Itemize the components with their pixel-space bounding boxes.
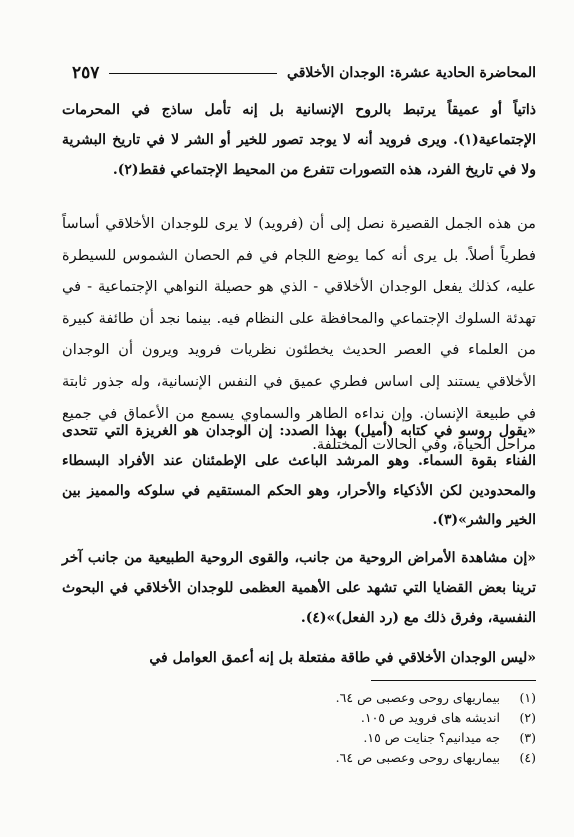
- footnote-number: (٤): [519, 750, 536, 765]
- footnote-number: (١): [519, 690, 536, 705]
- rousseau-quote: «يقول روسو في كتابه (أميل) بهذا الصدد: إن الوجدان هو الغريزة التي تتحدى الفناء بقوة السماء. وهو المرشد الباعث على الإطمئنان عند الأفراد البسطاء والمحدودين لكن الأذكياء والأحرار، وهو الحكم المستقيم في سلوكه والمميز بين الخير والشر»(٣).: [62, 423, 536, 529]
- page-header: [72, 60, 536, 86]
- quote-block: «ليس الوجدان الأخلاقي في طاقة مفتعلة بل إنه أعمق العوامل في: [149, 650, 536, 666]
- footnote-number: (٢): [519, 710, 536, 725]
- header-rule: [109, 73, 277, 74]
- footnote-rule: [371, 680, 536, 681]
- quote-block: «إن مشاهدة الأمراض الروحية من جانب، والقوى الروحية الطبيعية من جانب آخر ترينا بعض القضايا التي تشهد على الأهمية العظمى للوجدان الأخلاقي في البحوث النفسية، وفرق ذلك مع (رد الفعل)»(٤).: [62, 550, 536, 626]
- footnote-number: (٣): [519, 730, 536, 745]
- footnote-text: جه ميدانيم؟ جنايت ص ١٥.: [363, 730, 500, 745]
- footnote-text: بيماريهاى روحى وعصبى ص ٦٤.: [335, 750, 500, 765]
- footnote: [180, 748, 536, 768]
- body-paragraph: من هذه الجمل القصيرة نصل إلى أن (فرويد) لا يرى للوجدان الأخلاقي أساساً فطرياً أصلاً. بل يرى أنه كما يوضع اللجام في فم الحصان الشموس للسيطرة عليه، كذلك يفعل الوجدان الأخلاقي - الذي هو حصيلة النواهي الإجتماعية - في تهدئة السلوك الإجتماعي والمحافظة على النظام فيه. بينما نجد أن طائفة كبيرة من العلماء في العصر الحديث يخطئون نظريات فرويد ويرون أن الوجدان الأخلاقي يستند إلى اساس فطري عميق في النفس الإنسانية، وله جذور ثابتة في طبيعة الإنسان. وإن نداءه الطاهر والسماوي يسمع من الأعماق في جميع مراحل الحياة، وفي الحالات المختلفة.: [62, 215, 536, 454]
- footnote-text: انديشه هاى فرويد ص ١٠٥.: [360, 710, 500, 725]
- page-body: [62, 96, 536, 674]
- footnotes: [180, 688, 536, 768]
- footnote-text: بيماريهاى روحى وعصبى ص ٦٤.: [335, 690, 500, 705]
- footnote: [180, 728, 536, 748]
- footnote: [180, 688, 536, 708]
- quote-block: ذاتياً أو عميقاً يرتبط بالروح الإنسانية بل إنه تأمل ساذج في المحرمات الإجتماعية(١). ويرى فرويد أنه لا يوجد تصور للخير أو الشر لا في تاريخ البشرية ولا في تاريخ الفرد، هذه التصورات تتفرع من المحيط الإجتماعي فقط(٢).: [62, 102, 536, 178]
- page-number: ٢٥٧: [72, 63, 100, 83]
- chapter-title: المحاضرة الحادية عشرة: الوجدان الأخلاقي: [287, 65, 536, 81]
- footnote: [180, 708, 536, 728]
